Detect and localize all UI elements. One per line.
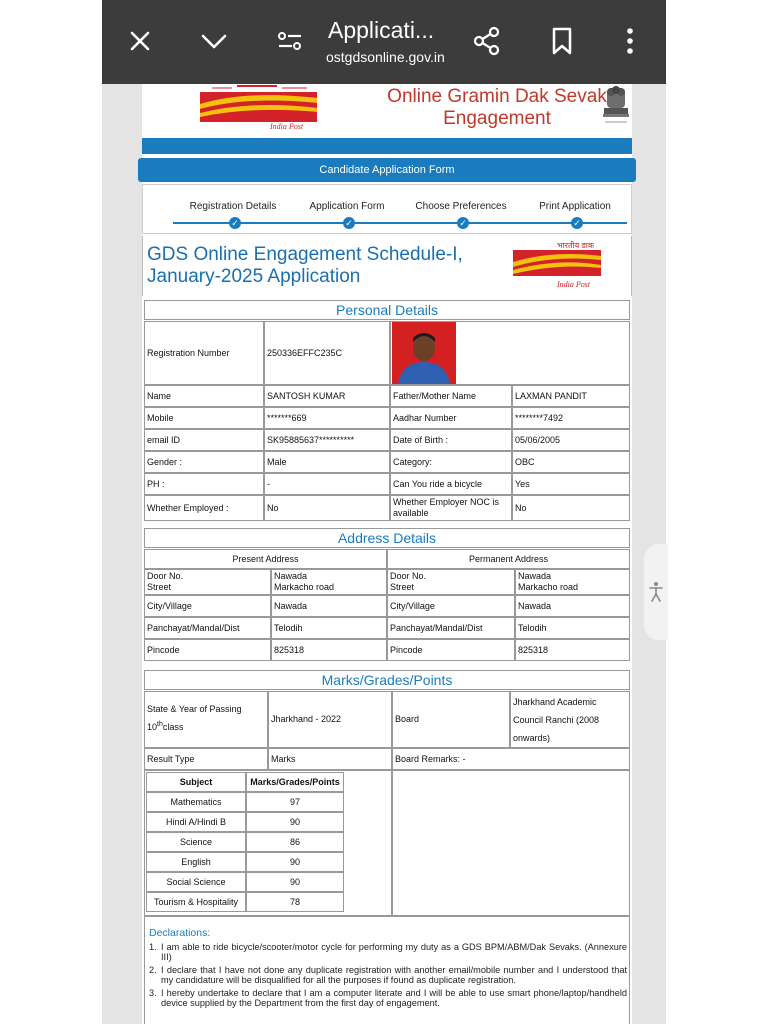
address-field-label: Door No. Street (144, 569, 271, 595)
personal-field-label: Whether Employer NOC is available (390, 495, 512, 521)
personal-field-value: Male (264, 451, 390, 473)
passing-label (144, 691, 268, 748)
address-field-value: Telodih (515, 617, 630, 639)
step-choose-preferences[interactable]: Choose Preferences (415, 201, 507, 212)
accessibility-button[interactable] (644, 544, 668, 640)
subject-marks: 90 (246, 852, 344, 872)
board-remarks: Board Remarks: - (392, 748, 630, 770)
subject-name: Hindi A/Hindi B (146, 812, 246, 832)
step-line (417, 222, 535, 224)
marks-heading: Marks/Grades/Points (144, 670, 630, 690)
personal-field-value: OBC (512, 451, 630, 473)
personal-field-value: - (264, 473, 390, 495)
page-info-icon[interactable] (274, 24, 306, 58)
gds-title: GDS Online Engagement Schedule-I, January-2025 Application (147, 244, 463, 287)
personal-field-label: PH : (144, 473, 264, 495)
header-title (362, 86, 632, 130)
accessibility-icon (648, 581, 664, 603)
subject-marks: 86 (246, 832, 344, 852)
step-registration-details[interactable]: Registration Details (189, 201, 277, 212)
progress-steps (142, 184, 632, 234)
passing-value: Jharkhand - 2022 (268, 691, 392, 748)
address-field-value: Nawada (515, 595, 630, 617)
result-type-label: Result Type (144, 748, 268, 770)
personal-field-value: Yes (512, 473, 630, 495)
check-icon: ✓ (343, 217, 355, 229)
board-value: Jharkhand Academic Council Ranchi (2008 onwards) (510, 691, 630, 748)
address-field-label: Panchayat/Mandal/Dist (387, 617, 515, 639)
photo-cell (390, 321, 630, 385)
address-field-label: Pincode (387, 639, 515, 661)
personal-field-value: LAXMAN PANDIT (512, 385, 630, 407)
personal-field-value: SANTOSH KUMAR (264, 385, 390, 407)
header-blue-strip (142, 138, 632, 154)
chevron-down-icon[interactable] (198, 24, 230, 58)
board-label: Board (392, 691, 510, 748)
personal-details-heading: Personal Details (144, 300, 630, 320)
check-icon: ✓ (229, 217, 241, 229)
present-address-heading: Present Address (144, 549, 387, 569)
reg-number-value: 250336EFFC235C (264, 321, 390, 385)
header-title-line2: Engagement (443, 108, 551, 129)
address-field-value: Nawada Markacho road (271, 569, 387, 595)
address-field-value: 825318 (515, 639, 630, 661)
marks-col-header: Marks/Grades/Points (246, 772, 344, 792)
passing-label-text: State & Year of Passing (147, 704, 242, 714)
reg-number-label: Registration Number (144, 321, 264, 385)
site-header (142, 84, 632, 138)
personal-field-value: ********7492 (512, 407, 630, 429)
check-icon: ✓ (571, 217, 583, 229)
address-field-value: Telodih (271, 617, 387, 639)
personal-field-label: Gender : (144, 451, 264, 473)
step-application-form[interactable]: Application Form (309, 201, 385, 212)
personal-field-value: 05/06/2005 (512, 429, 630, 451)
personal-field-label: Mobile (144, 407, 264, 429)
declaration-number: 1. (149, 942, 157, 952)
personal-field-label: Can You ride a bicycle (390, 473, 512, 495)
declaration-number: 3. (149, 987, 157, 998)
step-print-application[interactable]: Print Application (539, 201, 611, 212)
form-title-bar: Candidate Application Form (138, 158, 636, 182)
gds-title-area (142, 236, 632, 296)
address-details-heading: Address Details (144, 528, 630, 548)
india-post-logo-text: India Post (270, 122, 304, 131)
permanent-address-heading: Permanent Address (387, 549, 630, 569)
address-field-label: Panchayat/Mandal/Dist (144, 617, 271, 639)
subject-name: Social Science (146, 872, 246, 892)
declarations-heading: Declarations: (149, 927, 211, 939)
passing-class: 10 (147, 722, 158, 732)
result-type-value: Marks (268, 748, 392, 770)
personal-field-value: No (264, 495, 390, 521)
subject-name: English (146, 852, 246, 872)
right-margin (666, 0, 768, 1024)
declaration-item (149, 965, 627, 986)
declaration-text: I hereby undertake to declare that I am a computer literate and I will be able to use smart phone/laptop/handheld device supplied by the Department from the first day of engagement. (161, 987, 627, 1009)
address-field-value: Nawada Markacho road (515, 569, 630, 595)
marks-blank-frame (392, 770, 630, 916)
personal-field-label: Aadhar Number (390, 407, 512, 429)
subject-marks: 90 (246, 872, 344, 892)
national-emblem-icon (599, 84, 633, 132)
step-line (299, 222, 417, 224)
left-margin (0, 0, 102, 1024)
document-viewer[interactable] (102, 0, 666, 1024)
india-post-small-logo-hindi: भारतीय डाक (557, 241, 594, 250)
subject-marks: 78 (246, 892, 344, 912)
subject-col-header: Subject (146, 772, 246, 792)
declaration-number: 2. (149, 964, 157, 975)
candidate-photo (392, 322, 456, 384)
address-field-value: 825318 (271, 639, 387, 661)
personal-field-label: Name (144, 385, 264, 407)
subject-name: Mathematics (146, 792, 246, 812)
india-post-logo (197, 84, 317, 134)
subject-name: Science (146, 832, 246, 852)
personal-field-label: Father/Mother Name (390, 385, 512, 407)
subject-name: Tourism & Hospitality (146, 892, 246, 912)
declarations (144, 916, 630, 1024)
share-icon[interactable] (471, 24, 503, 58)
application-page (142, 84, 632, 1024)
personal-field-label: email ID (144, 429, 264, 451)
passing-class-suffix: class (162, 722, 184, 732)
address-field-label: Door No. Street (387, 569, 515, 595)
personal-field-value: *******669 (264, 407, 390, 429)
personal-field-label: Date of Birth : (390, 429, 512, 451)
declaration-text: I am able to ride bicycle/scooter/motor cycle for performing my duty as a GDS BPM/ABM/Dak Sevaks. (Annexure III) (161, 942, 627, 963)
declaration-item (149, 988, 627, 1009)
close-icon[interactable] (124, 24, 156, 58)
personal-field-label: Whether Employed : (144, 495, 264, 521)
address-field-label: City/Village (387, 595, 515, 617)
page-url: ostgdsonline.gov.in (326, 49, 445, 65)
subject-marks: 97 (246, 792, 344, 812)
passing-class-sup: th (157, 721, 163, 728)
address-field-label: Pincode (144, 639, 271, 661)
check-icon: ✓ (457, 217, 469, 229)
declaration-item (149, 942, 627, 963)
address-field-value: Nawada (271, 595, 387, 617)
personal-field-label: Category: (390, 451, 512, 473)
personal-field-value: No (512, 495, 630, 521)
india-post-small-logo (513, 240, 609, 296)
more-menu-icon[interactable] (614, 24, 646, 58)
page-title: Applicati... (328, 17, 435, 43)
address-field-label: City/Village (144, 595, 271, 617)
personal-field-value: SK95885637********** (264, 429, 390, 451)
subject-marks: 90 (246, 812, 344, 832)
header-title-line1: Online Gramin Dak Sevak (387, 86, 607, 107)
declaration-text: I declare that I have not done any duplicate registration with another email/mobile number and I understood that my candidature will be disqualified for all the purposes if found as duplicate registration. (161, 964, 627, 986)
india-post-small-logo-text: India Post (557, 280, 591, 289)
bookmark-icon[interactable] (546, 24, 578, 58)
viewer-toolbar (102, 0, 666, 84)
